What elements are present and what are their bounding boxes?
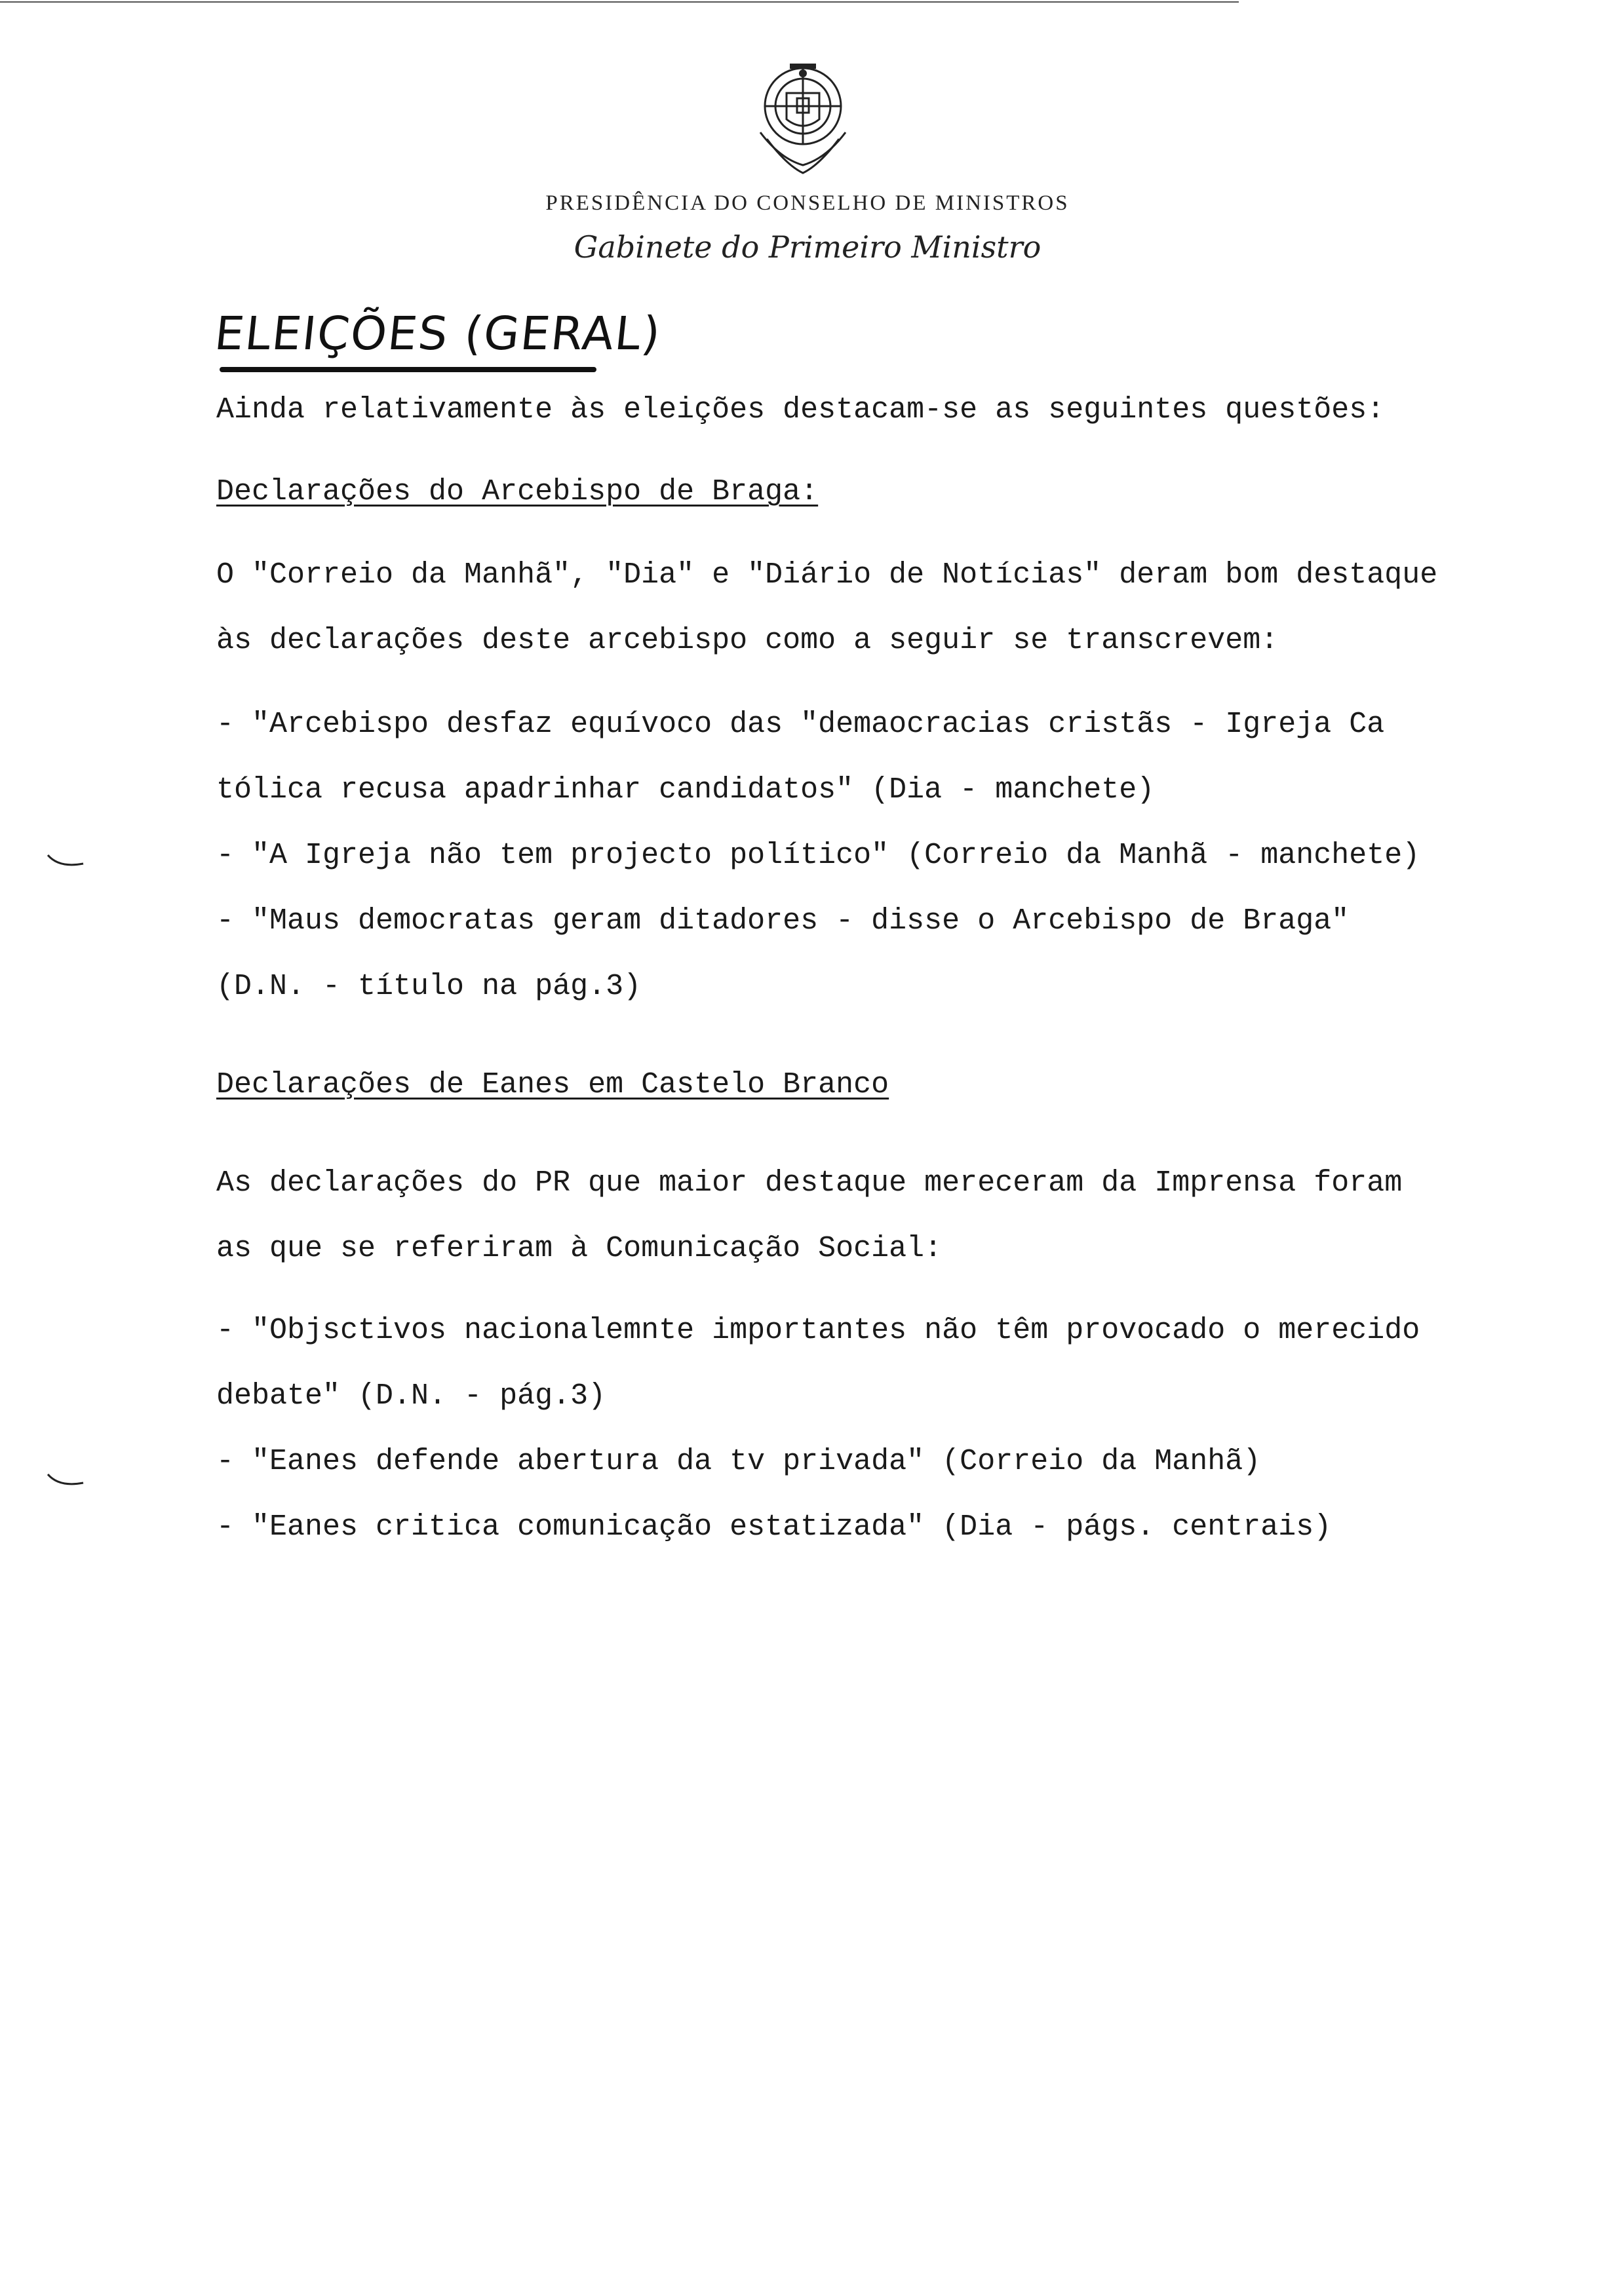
- coat-of-arms-seal-icon: [741, 60, 865, 178]
- handwritten-underline: [220, 367, 596, 372]
- margin-tick-mark-icon: [46, 1471, 85, 1491]
- intro-line: Ainda relativamente às eleições destacam-se as seguintes questões:: [216, 393, 1385, 427]
- organization-header: PRESIDÊNCIA DO CONSELHO DE MINISTROS: [545, 191, 1070, 215]
- section1-paragraph-line1: O "Correio da Manhã", "Dia" e "Diário de Notícias" deram bom destaque: [216, 558, 1438, 592]
- section-heading-arcebispo: Declarações do Arcebispo de Braga:: [216, 475, 819, 508]
- section2-item2: - "Eanes defende abertura da tv privada" (Correio da Manhã): [216, 1445, 1261, 1478]
- margin-tick-mark-icon: [46, 852, 85, 871]
- section2-item1-line1: - "Objsctivos nacionalemnte importantes não têm provocado o merecido: [216, 1314, 1420, 1347]
- section2-item3: - "Eanes critica comunicação estatizada" (Dia - págs. centrais): [216, 1510, 1332, 1544]
- section1-item3-line2: (D.N. - título na pág.3): [216, 970, 642, 1003]
- section1-item1-line1: - "Arcebispo desfaz equívoco das "demaocracias cristãs - Igreja Ca: [216, 708, 1385, 741]
- section2-paragraph-line2: as que se referiram à Comunicação Social:: [216, 1232, 943, 1265]
- section1-item2: - "A Igreja não tem projecto político" (Correio da Manhã - manchete): [216, 839, 1420, 872]
- section-heading-eanes: Declarações de Eanes em Castelo Branco: [216, 1068, 889, 1101]
- section1-item3-line1: - "Maus democratas geram ditadores - disse o Arcebispo de Braga": [216, 904, 1350, 938]
- section1-item1-line2: tólica recusa apadrinhar candidatos" (Dia - manchete): [216, 773, 1155, 807]
- section2-item1-line2: debate" (D.N. - pág.3): [216, 1379, 606, 1413]
- handwritten-annotation: ELEIÇÕES (GERAL): [212, 307, 665, 360]
- cabinet-subheader: Gabinete do Primeiro Ministro: [574, 229, 1041, 265]
- top-scan-edge: [0, 1, 1239, 3]
- section1-paragraph-line2: às declarações deste arcebispo como a seguir se transcrevem:: [216, 624, 1279, 657]
- section2-paragraph-line1: As declarações do PR que maior destaque mereceram da Imprensa foram: [216, 1166, 1403, 1200]
